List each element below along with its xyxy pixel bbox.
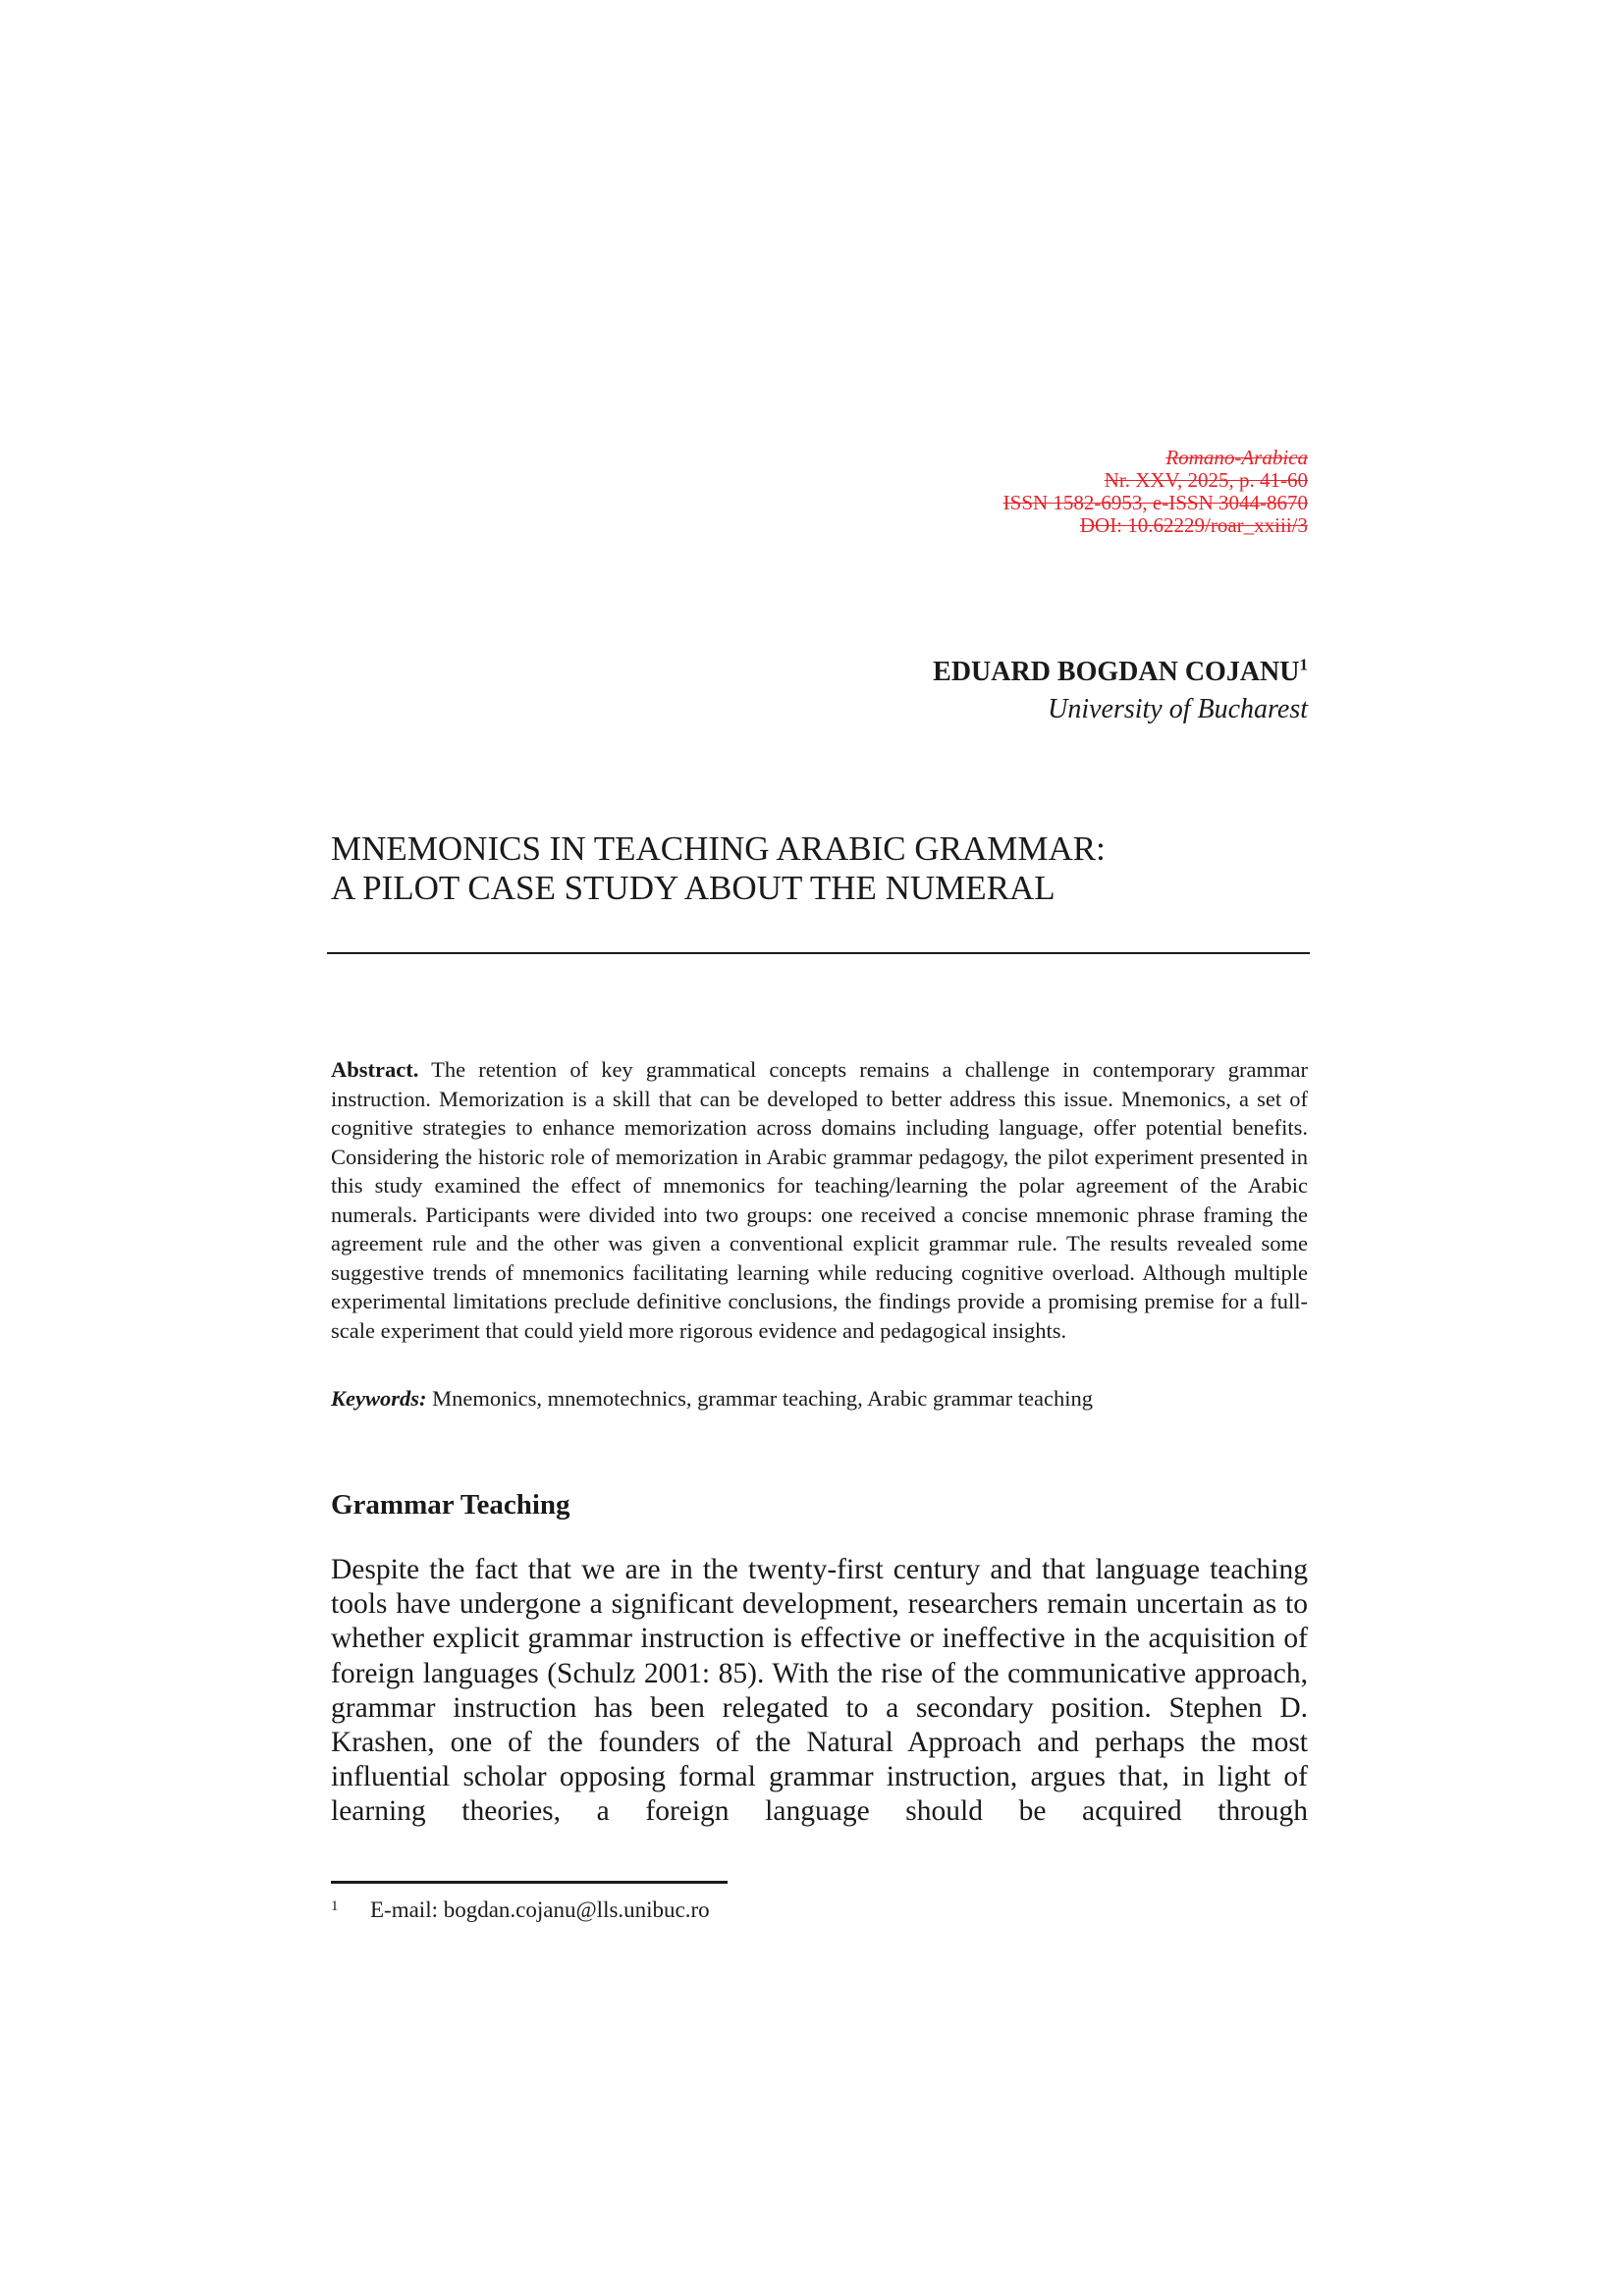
paper-title-line-1: MNEMONICS IN TEACHING ARABIC GRAMMAR: [331, 829, 1106, 868]
journal-doi: DOI: 10.62229/roar_xxiii/3 [1079, 513, 1308, 537]
journal-issn: ISSN 1582-6953, e-ISSN 3044-8670 [1002, 491, 1308, 514]
abstract-text: The retention of key grammatical concepts remains a challenge in contemporary grammar instruction. Memorization is a skill that can be developed to better address this issue. Mnemonics, a set of cognitive strategies to enhance memorization across domains including language, offer potential benefits. Considering the historic role of memorization in Arabic grammar pedagogy, the pilot experiment presented in this study examined the effect of mnemonics for teaching/learning the polar agreement of the Arabic numerals. Participants were divided into two groups: one received a concise mnemonic phrase framing the agreement rule and the other was given a conventional explicit grammar rule. The results revealed some suggestive trends of mnemonics facilitating learning while reducing cognitive overload. Although multiple experimental limitations preclude definitive conclusions, the findings provide a promising premise for a full-scale experiment that could yield more rigorous evidence and pedagogical insights. [331, 1057, 1308, 1343]
author-block [933, 655, 1308, 729]
footnote-number: 1 [331, 1898, 339, 1914]
footnote [331, 1896, 710, 1924]
author-name-line [933, 655, 1308, 690]
keywords-text: Mnemonics, mnemotechnics, grammar teaching, Arabic grammar teaching [432, 1386, 1094, 1411]
title-divider [327, 952, 1310, 954]
paper-title-line-2: A PILOT CASE STUDY ABOUT THE NUMERAL [331, 869, 1056, 907]
paper-title [331, 829, 1310, 908]
journal-name: Romano-Arabica [1165, 446, 1308, 469]
keywords-label: Keywords: [331, 1386, 427, 1411]
section-heading: Grammar Teaching [331, 1489, 570, 1521]
author-affiliation: University of Bucharest [1048, 694, 1308, 724]
author-footnote-mark[interactable]: 1 [1299, 655, 1308, 674]
abstract-label: Abstract. [331, 1057, 419, 1082]
footnote-divider [331, 1881, 728, 1884]
footnote-text[interactable]: E-mail: bogdan.cojanu@lls.unibuc.ro [370, 1897, 710, 1922]
abstract [331, 1055, 1308, 1345]
body-paragraph: Despite the fact that we are in the twenty-first century and that language teaching tools have undergone a significant development, researchers remain uncertain as to whether explicit grammar instruction is effective or ineffective in the acquisition of foreign languages (Schulz 2001: 85). With the rise of the communicative approach, grammar instruction has been relegated to a secondary position. Stephen D. Krashen, one of the founders of the Natural Approach and perhaps the most influential scholar opposing formal grammar instruction, argues that, in light of learning theories, a foreign language should be acquired through [331, 1554, 1308, 1828]
keywords [331, 1384, 1308, 1414]
author-name: EDUARD BOGDAN COJANU [933, 657, 1300, 687]
journal-issue: Nr. XXV, 2025, p. 41-60 [1104, 468, 1308, 492]
journal-header [1003, 447, 1308, 537]
